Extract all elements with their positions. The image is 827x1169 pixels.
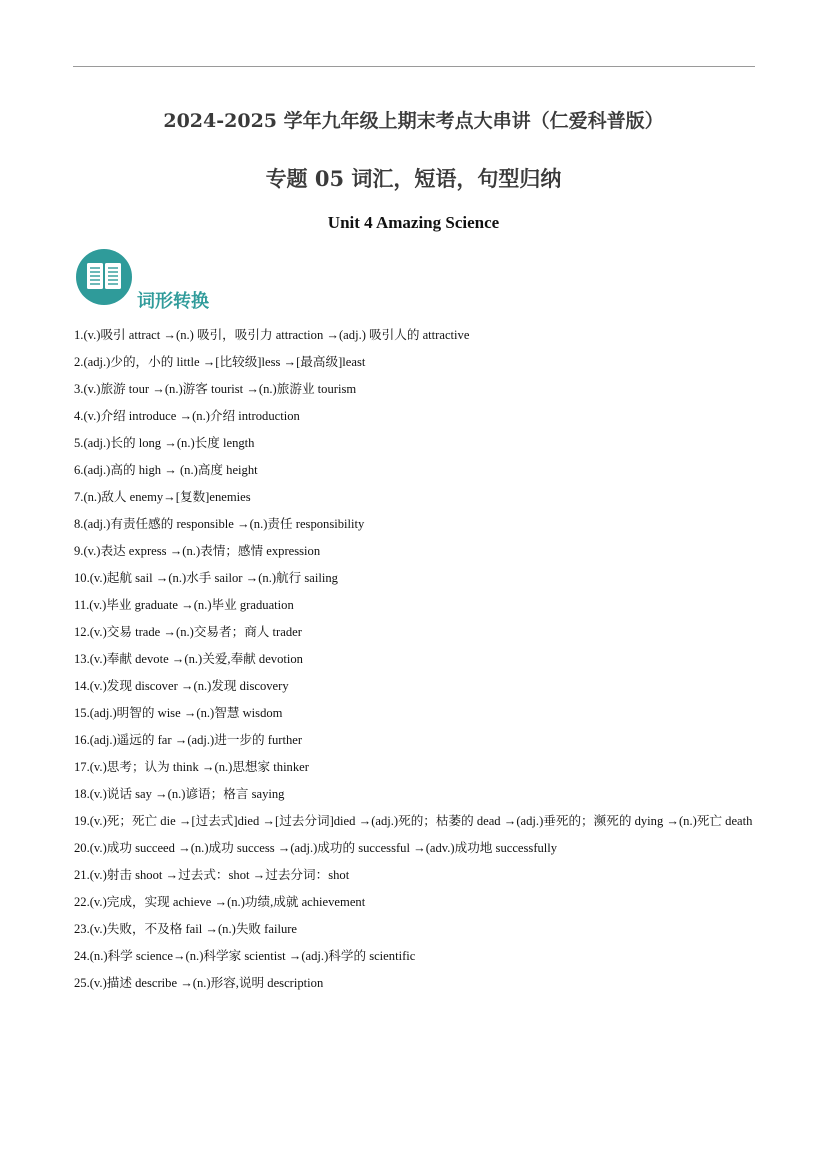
- list-item: 24.(n.)科学 science→(n.)科学家 scientist →(adj.)科学的 scientific: [74, 949, 416, 963]
- list-item: 1.(v.)吸引 attract →(n.) 吸引，吸引力 attraction →(adj.) 吸引人的 attractive: [74, 328, 470, 342]
- list-item: 20.(v.)成功 succeed →(n.)成功 success →(adj.)成功的 successful →(adv.)成功地 successfully: [74, 841, 558, 855]
- list-item: 3.(v.)旅游 tour →(n.)游客 tourist →(n.)旅游业 tourism: [74, 382, 357, 396]
- section-title: 词形转换: [137, 291, 209, 312]
- list-item: 17.(v.)思考；认为 think →(n.)思想家 thinker: [74, 760, 309, 774]
- document-title: 2024-2025 学年九年级上期末考点大串讲（仁爱科普版）: [163, 110, 664, 132]
- list-item: 7.(n.)敌人 enemy→[复数]enemies: [74, 490, 251, 504]
- unit-title: Unit 4 Amazing Science: [327, 213, 500, 232]
- list-item: 4.(v.)介绍 introduce →(n.)介绍 introduction: [74, 409, 300, 423]
- book-icon: [86, 261, 122, 291]
- list-item: 2.(adj.)少的，小的 little →[比较级]less →[最高级]least: [74, 355, 366, 369]
- topic-title: 专题 05 词汇，短语，句型归纳: [265, 166, 562, 191]
- list-item: 5.(adj.)长的 long →(n.)长度 length: [74, 436, 255, 450]
- list-item: 8.(adj.)有责任感的 responsible →(n.)责任 responsibility: [74, 517, 365, 531]
- list-item: 25.(v.)描述 describe →(n.)形容,说明 description: [74, 976, 324, 990]
- list-item: 21.(v.)射击 shoot →过去式：shot →过去分词：shot: [74, 868, 350, 882]
- list-item: 22.(v.)完成，实现 achieve →(n.)功绩,成就 achievement: [74, 895, 366, 909]
- list-item: 23.(v.)失败，不及格 fail →(n.)失败 failure: [74, 922, 298, 936]
- list-item: 6.(adj.)高的 high → (n.)高度 height: [74, 463, 258, 477]
- list-item: 12.(v.)交易 trade →(n.)交易者；商人 trader: [74, 625, 302, 639]
- list-item: 16.(adj.)遥远的 far →(adj.)进一步的 further: [74, 733, 303, 747]
- list-item: 15.(adj.)明智的 wise →(n.)智慧 wisdom: [74, 706, 283, 720]
- list-item: 11.(v.)毕业 graduate →(n.)毕业 graduation: [74, 598, 294, 612]
- header-rule: [73, 66, 755, 67]
- word-form-list: [74, 322, 754, 997]
- list-item: 19.(v.)死；死亡 die →[过去式]died →[过去分词]died →(adj.)死的；枯萎的 dead →(adj.)垂死的；濒死的 dying →(n.)死亡 death: [74, 814, 753, 828]
- list-item: 18.(v.)说话 say →(n.)谚语；格言 saying: [74, 787, 285, 801]
- list-item: 9.(v.)表达 express →(n.)表情；感情 expression: [74, 544, 321, 558]
- list-item: 14.(v.)发现 discover →(n.)发现 discovery: [74, 679, 289, 693]
- list-item: 13.(v.)奉献 devote →(n.)关爱,奉献 devotion: [74, 652, 303, 666]
- list-item: 10.(v.)起航 sail →(n.)水手 sailor →(n.)航行 sailing: [74, 571, 338, 585]
- section-badge: [76, 249, 132, 305]
